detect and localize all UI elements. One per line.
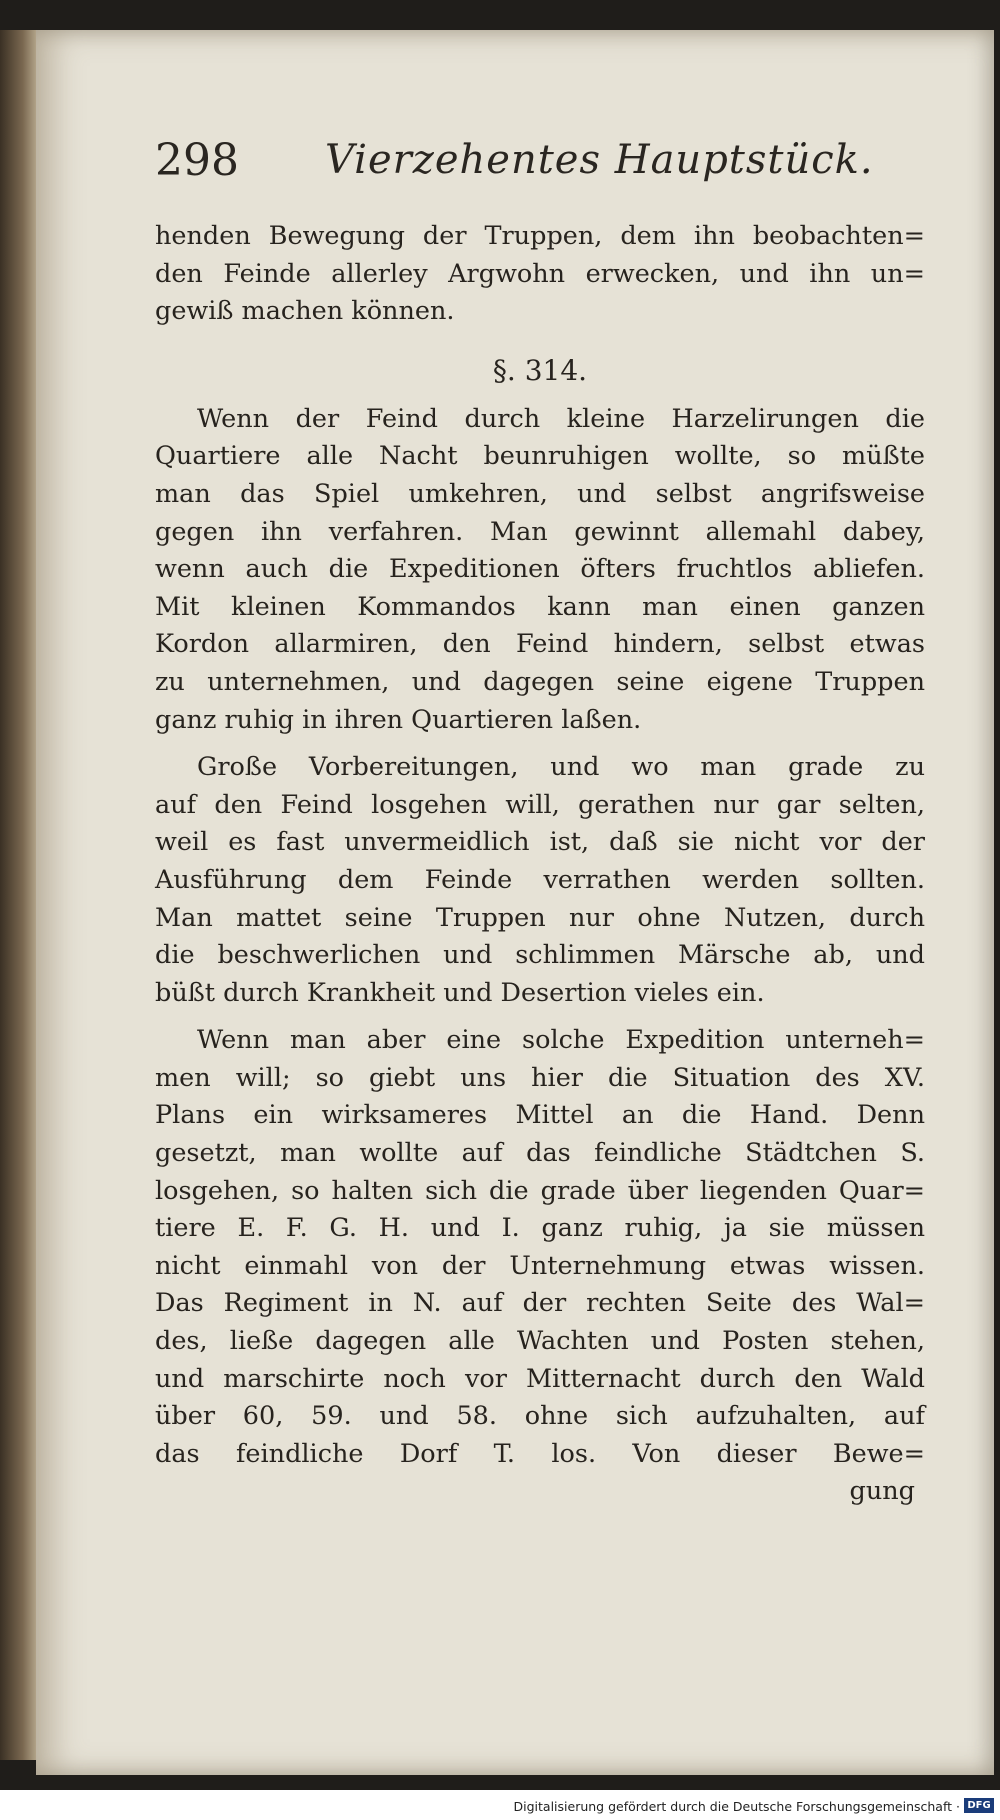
text-line: henden Bewegung der Truppen, dem ihn beobachten= [155, 221, 925, 251]
text-line: büßt durch Krankheit und Desertion vieles ein. [155, 977, 765, 1008]
body-text [155, 218, 925, 1511]
text-line: gesetzt, man wollte auf das feindliche Städtchen S. [155, 1138, 925, 1169]
paragraph-gap [155, 1012, 925, 1022]
running-title: Vierzehentes Hauptstück. [325, 137, 874, 183]
text-line: wenn auch die Expeditionen öfters fruchtlos abliefen. [155, 554, 925, 585]
text-line: Wenn man aber eine solche Expedition unterneh= [197, 1025, 925, 1056]
text-line: die beschwerlichen und schlimmen Märsche ab, und [155, 940, 925, 971]
text-line: gewiß machen können. [155, 296, 455, 327]
text-line: men will; so giebt uns hier die Situation des XV. [155, 1062, 925, 1093]
text-line: Kordon allarmiren, den Feind hindern, selbst etwas [155, 629, 925, 660]
text-line: auf den Feind losgehen will, gerathen nur gar selten, [155, 789, 925, 820]
dfg-logo-icon: DFG [964, 1798, 994, 1813]
text-line: Man mattet seine Truppen nur ohne Nutzen, durch [155, 902, 925, 933]
text-line: man das Spiel umkehren, und selbst angrifsweise [155, 478, 925, 509]
text-line: Ausführung dem Feinde verrathen werden sollten. [155, 864, 925, 895]
page-header [155, 135, 915, 195]
book-spine [0, 30, 38, 1760]
footer-bar [0, 1790, 1000, 1820]
text-line: tiere E. F. G. H. und I. ganz ruhig, ja sie müssen [155, 1213, 925, 1244]
text-line: des, ließe dagegen alle Wachten und Posten stehen, [155, 1326, 925, 1357]
text-line: weil es fast unvermeidlich ist, daß sie nicht vor der [155, 827, 925, 858]
text-line: ganz ruhig in ihren Quartieren laßen. [155, 704, 642, 735]
funding-credit: Digitalisierung gefördert durch die Deutsche Forschungsgemeinschaft · [513, 1799, 960, 1814]
text-line: das feindliche Dorf T. los. Von dieser Bewe= [155, 1438, 925, 1469]
text-line: Das Regiment in N. auf der rechten Seite des Wal= [155, 1288, 925, 1319]
text-line: gegen ihn verfahren. Man gewinnt allemahl dabey, [155, 516, 925, 547]
text-line: zu unternehmen, und dagegen seine eigene Truppen [155, 666, 925, 697]
text-line: losgehen, so halten sich die grade über liegenden Quar= [155, 1175, 925, 1206]
text-line: Plans ein wirksameres Mittel an die Hand. Denn [155, 1100, 925, 1131]
text-line: und marschirte noch vor Mitternacht durch den Wald [155, 1363, 925, 1394]
text-line: den Feinde allerley Argwohn erwecken, und ihn un= [155, 258, 925, 289]
text-line: Große Vorbereitungen, und wo man grade zu [197, 752, 925, 783]
text-line: über 60, 59. und 58. ohne sich aufzuhalten, auf [155, 1401, 925, 1432]
paragraph-gap [155, 739, 925, 749]
page-number: 298 [155, 135, 239, 186]
text-line: nicht einmahl von der Unternehmung etwas wissen. [155, 1250, 925, 1281]
catchword: gung [849, 1476, 915, 1507]
text-line: Quartiere alle Nacht beunruhigen wollte, so müßte [155, 441, 925, 472]
text-line: Wenn der Feind durch kleine Harzelirungen die [197, 403, 925, 434]
section-heading: §. 314. [492, 353, 588, 387]
text-line: Mit kleinen Kommandos kann man einen ganzen [155, 591, 925, 622]
